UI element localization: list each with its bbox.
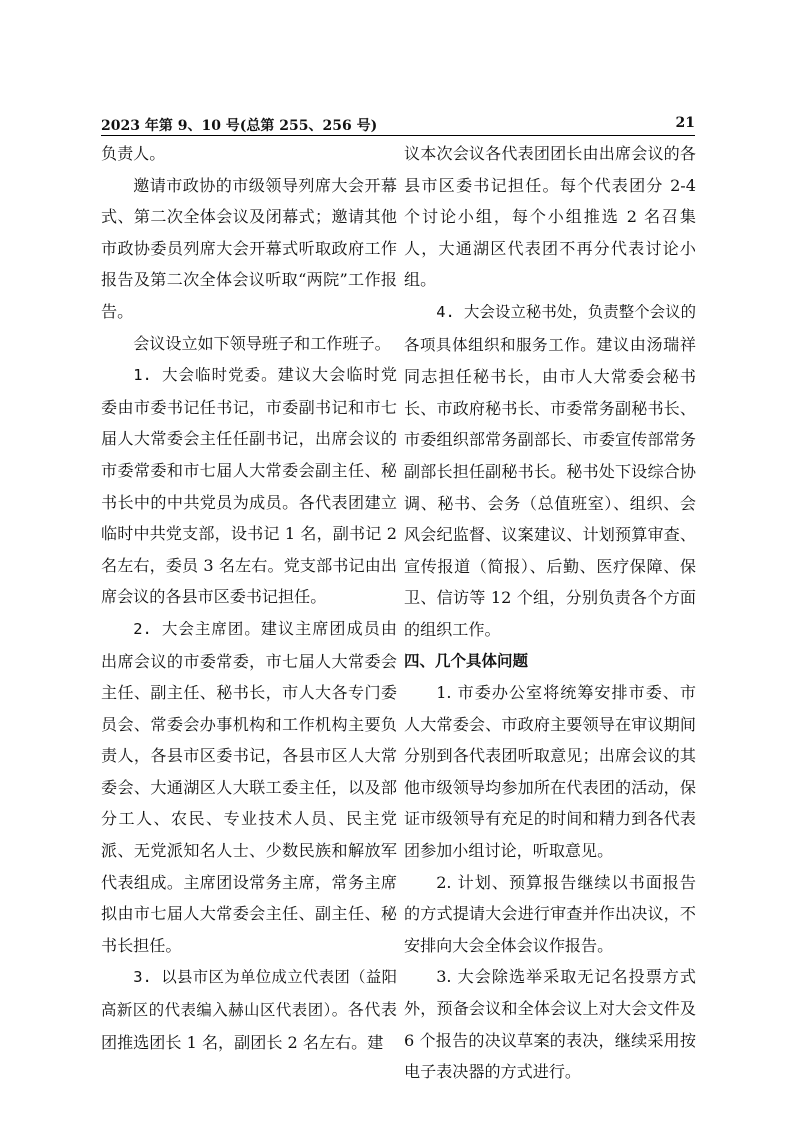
item-body: 建议由汤瑞祥同志担任秘书长，由市人大常委会秘书长、市政府秘书长、市委常务副秘书长、市委组织部常务副部长、市委宣传部常务副部长担任副秘书长。秘书处下设综合协调、秘书、会务（总值班室）、组织、会风会纪监督、议案建议、计划预算审查、宣传报道（简报）、后勤、医疗保障、保卫、信访等 12 个组，分别负责各个方面的组织工作。 xyxy=(404,334,696,639)
item-4 xyxy=(404,296,696,646)
item-heading: 3. 以县市区为单位成立代表团（益阳高新区的代表编入赫山区代表团）。 xyxy=(101,968,397,1020)
item-heading: 2. 大会主席团。 xyxy=(133,619,261,638)
running-header xyxy=(101,113,695,136)
item-heading: 1. 大会临时党委。 xyxy=(133,366,278,385)
item-body: 建议主席团成员由出席会议的市委常委，市七届人大常委会主任、副主任、秘书长，市人大各专门委员会、常委会办事机构和工作机构主要负责人，各县市区委书记，各县市区人大常委会、大通湖区人大联工委主任，以及部分工人、农民、专业技术人员、民主党派、无党派知名人士、少数民族和解放军代表组成。主席团设常务主席，常务主席拟由市七届人大常委会主任、副主任、秘书长担任。 xyxy=(101,618,397,955)
issue-item: 3. 大会除选举采取无记名投票方式外，预备会议和全体会议上对大会文件及 6 个报告的决议草案的表决，继续采用按电子表决器的方式进行。 xyxy=(404,967,696,1082)
left-column xyxy=(101,138,397,1058)
item-body: 建议大会临时党委由市委书记任书记，市委副书记和市七届人大常委会主任任副书记，出席会议的市委常委和市七届人大常委会副主任、秘书长中的中共党员为成员。各代表团建立临时中共党支部，设书记 1 名，副书记 2 名左右，委员 3 名左右。党支部书记由出席会议的各县市区委书记担任。 xyxy=(101,365,397,607)
item-body: 各代表团推选团长 1 名，副团长 2 名左右。建 xyxy=(101,1000,398,1052)
paragraph: 议本次会议各代表团团长由出席会议的各县市区委书记担任。每个代表团分 2-4 个讨论小组，每个小组推选 2 名召集人，大通湖区代表团不再分代表讨论小组。 xyxy=(404,144,696,290)
issue-item: 1. 市委办公室将统筹安排市委、市人大常委会、市政府主要领导在审议期间分别到各代表团听取意见；出席会议的其他市级领导均参加所在代表团的活动，保证市级领导有充足的时间和精力到各代表团参加小组讨论，听取意见。 xyxy=(404,683,696,861)
page-number: 21 xyxy=(675,115,695,131)
item-3 xyxy=(101,961,397,1058)
item-2 xyxy=(101,613,397,962)
issue-info: 2023 年第 9、10 号(总第 255、256 号) xyxy=(101,118,378,134)
right-column xyxy=(404,138,696,1088)
item-1 xyxy=(101,359,397,613)
paragraph: 会议设立如下领导班子和工作班子。 xyxy=(133,333,391,353)
section-title: 四、几个具体问题 xyxy=(404,651,529,670)
item-heading: 4. 大会设立秘书处，负责整个会议的各项具体组织和服务工作。 xyxy=(404,302,696,354)
paragraph: 邀请市政协的市级领导列席大会开幕式、第二次全体会议及闭幕式；邀请其他市政协委员列席大会开幕式听取政府工作报告及第二次全体会议听取“两院”工作报告。 xyxy=(101,175,397,321)
issue-item: 2. 计划、预算报告继续以书面报告的方式提请大会进行审查并作出决议，不安排向大会全体会议作报告。 xyxy=(404,872,696,955)
paragraph: 负责人。 xyxy=(101,144,166,163)
